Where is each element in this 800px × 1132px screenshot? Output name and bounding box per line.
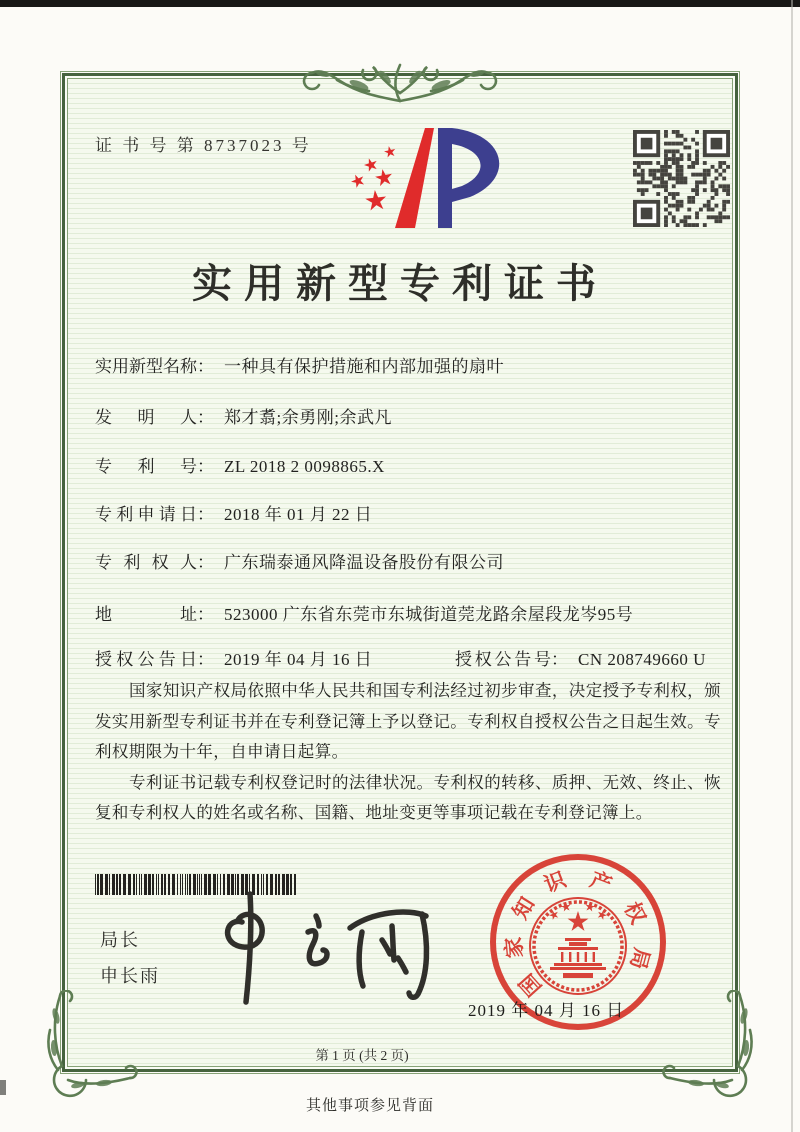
certificate-title: 实用新型专利证书	[192, 261, 608, 306]
corner-flourish-left	[26, 990, 141, 1098]
field-value: 523000 广东省东莞市东城街道莞龙路余屋段龙岑95号	[224, 605, 634, 624]
officer-role: 局长	[100, 930, 140, 950]
field-patentee: 专利权人： 广东瑞泰通风降温设备股份有限公司	[95, 548, 723, 573]
field-label: 实用新型名称	[95, 357, 197, 376]
back-side-note: 其他事项参见背面	[305, 1098, 434, 1114]
certificate-number: 证 书 号 第 8737023 号	[95, 136, 312, 155]
field-value: 广东瑞泰通风降温设备股份有限公司	[224, 553, 504, 572]
field-filing-date: 专利申请日： 2018 年 01 月 22 日	[95, 500, 723, 525]
field-value: 郑才翥;余勇刚;余武凡	[224, 408, 392, 427]
field-value: 2019 年 04 月 16 日	[224, 650, 373, 669]
legal-text-block	[95, 676, 721, 829]
field-value: CN 208749660 U	[578, 650, 706, 669]
register-paragraph: 专利证书记载专利权登记时的法律状况。专利权的转移、质押、无效、终止、恢复和专利权人的姓名或名称、国籍、地址变更等事项记载在专利登记簿上。	[95, 772, 721, 822]
field-address: 地址： 523000 广东省东莞市东城街道莞龙路余屋段龙岑95号	[95, 600, 723, 625]
handwritten-signature	[212, 888, 462, 1008]
scan-mark	[0, 1080, 6, 1095]
field-label: 地址	[95, 605, 197, 624]
field-value: 2018 年 01 月 22 日	[224, 505, 373, 524]
scan-edge-right	[791, 0, 793, 1132]
field-grant-date: 授权公告日： 2019 年 04 月 16 日 授权公告号： CN 208749660 U	[95, 645, 723, 670]
field-utility-model-name: 实用新型名称： 一种具有保护措施和内部加强的扇叶	[95, 352, 723, 377]
page-number: 第 1 页 (共 2 页)	[315, 1048, 409, 1063]
scan-edge-top	[0, 0, 800, 7]
granting-paragraph: 国家知识产权局依照中华人民共和国专利法经过初步审查，决定授予专利权，颁发实用新型专利证书并在专利登记簿上予以登记。专利权自授权公告之日起生效。专利权期限为十年，自申请日起算。	[95, 681, 721, 761]
official-seal-cnipa: 国 家 知 识 产 权 局	[490, 854, 666, 1030]
field-label: 专利号	[95, 457, 197, 476]
field-value: ZL 2018 2 0098865.X	[224, 457, 385, 476]
corner-flourish-right	[659, 990, 774, 1098]
qr-code	[633, 130, 730, 227]
field-value: 一种具有保护措施和内部加强的扇叶	[224, 357, 504, 376]
seal-date: 2019 年 04 月 16 日	[468, 1001, 625, 1020]
field-label: 专利申请日	[95, 505, 197, 524]
field-label: 专利权人	[95, 553, 197, 572]
field-label: 授权公告号	[455, 650, 551, 669]
field-grant-number: 授权公告号： CN 208749660 U	[455, 645, 706, 670]
top-flourish-ornament	[281, 44, 519, 108]
field-label: 发明人	[95, 408, 197, 427]
field-label: 授权公告日	[95, 650, 197, 669]
field-inventors: 发明人： 郑才翥;余勇刚;余武凡	[95, 403, 723, 428]
cnipa-logo-icon	[338, 122, 513, 237]
officer-name: 申长雨	[100, 966, 160, 986]
field-patent-number: 专利号： ZL 2018 2 0098865.X	[95, 452, 723, 477]
